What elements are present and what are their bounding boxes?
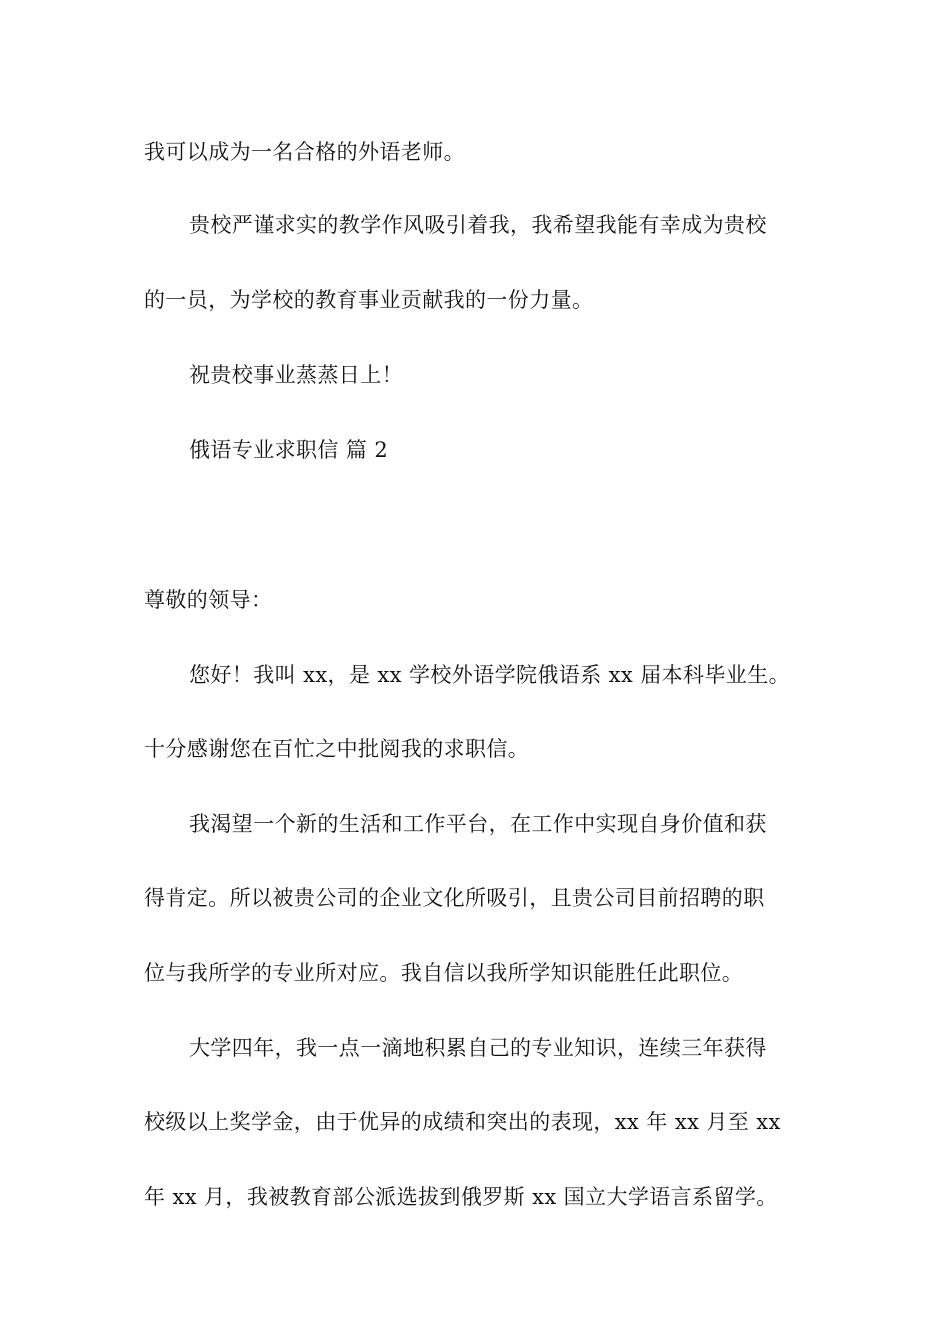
paragraph-text-line: 您好！我叫 xx，是 xx 学校外语学院俄语系 xx 届本科毕业生。 <box>189 663 791 687</box>
body-text-line: 的一员，为学校的教育事业贡献我的一份力量。 <box>144 288 594 312</box>
body-text-line: 得肯定。所以被贵公司的企业文化所吸引，且贵公司目前招聘的职 <box>144 886 765 910</box>
body-text-line: 年 xx 月，我被教育部公派选拔到俄罗斯 xx 国立大学语言系留学。 <box>144 1185 778 1209</box>
body-text-line: 我可以成为一名合格的外语老师。 <box>144 140 465 164</box>
closing-wish: 祝贵校事业蒸蒸日上！ <box>189 363 403 387</box>
salutation: 尊敬的领导： <box>144 588 273 612</box>
body-text-line: 位与我所学的专业所对应。我自信以我所学知识能胜任此职位。 <box>144 961 744 985</box>
paragraph-text-line: 贵校严谨求实的教学作风吸引着我，我希望我能有幸成为贵校 <box>189 213 767 237</box>
body-text-line: 校级以上奖学金，由于优异的成绩和突出的表现，xx 年 xx 月至 xx <box>144 1110 781 1134</box>
paragraph-text-line: 我渴望一个新的生活和工作平台，在工作中实现自身价值和获 <box>189 812 767 836</box>
section-heading: 俄语专业求职信 篇 2 <box>189 438 389 462</box>
paragraph-text-line: 大学四年，我一点一滴地积累自己的专业知识，连续三年获得 <box>189 1036 767 1060</box>
body-text-line: 十分感谢您在百忙之中批阅我的求职信。 <box>144 737 530 761</box>
